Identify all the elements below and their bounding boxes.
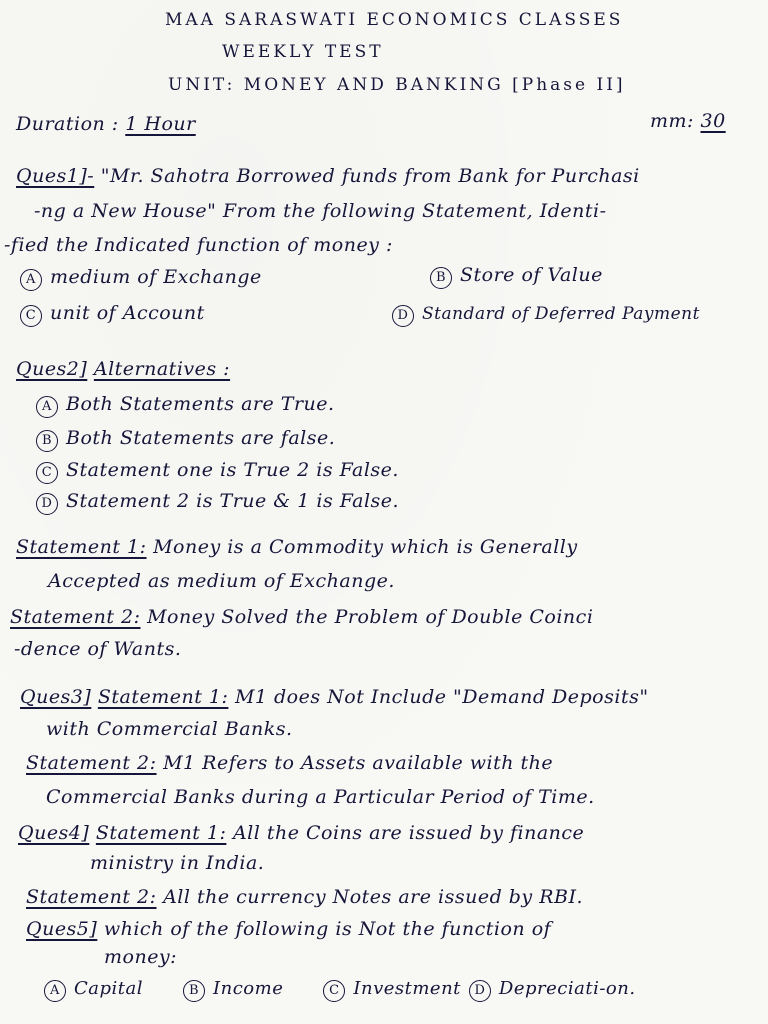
q1-line-2: -ng a New House" From the following Statement, Identi- [34,200,607,222]
statement-text: M1 does Not Include "Demand Deposits" [234,686,649,708]
statement-text: All the Coins are issued by finance [232,822,585,844]
option-b-marker: B [36,430,58,452]
statement-text: All the currency Notes are issued by RBI. [163,886,584,908]
q1-line-3: -fied the Indicated function of money : [4,234,393,256]
q1-label: Ques1]- [16,165,95,187]
q1-option-b [430,264,603,289]
statement-text: M1 Refers to Assets available with the [163,752,554,774]
duration [16,113,196,135]
q1-option-c [20,302,205,327]
q2-statement-2 [10,606,593,628]
option-text: Statement 2 is True & 1 is False. [66,490,400,512]
unit-title: UNIT: MONEY AND BANKING [Phase II] [168,75,626,95]
q1-line-1 [16,165,640,187]
option-text: Investment [353,978,461,999]
option-text: Store of Value [460,264,603,286]
q3-label: Ques3] [20,686,92,708]
q3-statement-1-cont: with Commercial Banks. [46,718,293,740]
option-text: Income [213,978,284,999]
duration-label: Duration : [16,113,119,135]
option-c-marker: C [36,462,58,484]
statement-label: Statement 1: [95,822,227,844]
option-b-marker: B [183,980,205,1002]
marks-value: 30 [700,110,726,132]
option-a-marker: A [20,269,42,291]
option-text: Both Statements are false. [66,427,336,449]
q2-label: Ques2] [16,358,88,380]
statement-text: Money is a Commodity which is Generally [153,536,578,558]
q2-option-c [36,459,399,484]
option-c-marker: C [323,980,345,1002]
q5-text: which of the following is Not the function of [103,918,552,940]
statement-label: Statement 2: [26,886,157,908]
q2-statement-1 [16,536,578,558]
q1-text-1: "Mr. Sahotra Borrowed funds from Bank for Purchasi [100,165,640,187]
q3-statement-2 [26,752,553,774]
option-text: medium of Exchange [50,266,262,288]
option-d-marker: D [392,305,414,327]
duration-value: 1 Hour [125,113,196,135]
statement-label: Statement 1: [97,686,229,708]
q4-label: Ques4] [18,822,90,844]
q1-option-a [20,266,262,291]
option-d-marker: D [469,980,491,1002]
q2-option-b [36,427,335,452]
q3-statement-1 [20,686,649,708]
option-a-marker: A [36,396,58,418]
q5-label: Ques5] [26,918,98,940]
q5-line-2: money: [104,946,178,968]
school-name: MAA SARASWATI ECONOMICS CLASSES [165,10,624,30]
test-title: WEEKLY TEST [222,42,384,62]
q2-option-d [36,490,399,515]
q2-option-a [36,393,335,418]
statement-label: Statement 1: [16,536,147,558]
statement-label: Statement 2: [10,606,141,628]
option-text: unit of Account [50,302,205,324]
option-text: Depreciati-on. [498,978,636,999]
q4-statement-1-cont: ministry in India. [90,852,265,874]
option-text: Standard of Deferred Payment [422,304,700,324]
max-marks [650,110,726,132]
option-b-marker: B [430,267,452,289]
statement-text: Money Solved the Problem of Double Coinci [147,606,594,628]
q5-line-1 [26,918,551,940]
q2-alternatives-label: Alternatives : [93,358,231,380]
option-text: Statement one is True 2 is False. [66,459,399,481]
q4-statement-1 [18,822,584,844]
statement-label: Statement 2: [26,752,157,774]
option-c-marker: C [20,305,42,327]
option-d-marker: D [36,493,58,515]
q5-options [44,978,636,1002]
option-a-marker: A [44,980,66,1002]
option-text: Capital [74,978,144,999]
marks-label: mm: [650,110,694,132]
q2-statement-1-cont: Accepted as medium of Exchange. [48,570,395,592]
q2-statement-2-cont: -dence of Wants. [14,638,182,660]
q4-statement-2 [26,886,583,908]
q2-line-1 [16,358,230,380]
option-text: Both Statements are True. [66,393,335,415]
q1-option-d [392,304,700,327]
q3-statement-2-cont: Commercial Banks during a Particular Period of Time. [46,786,595,808]
